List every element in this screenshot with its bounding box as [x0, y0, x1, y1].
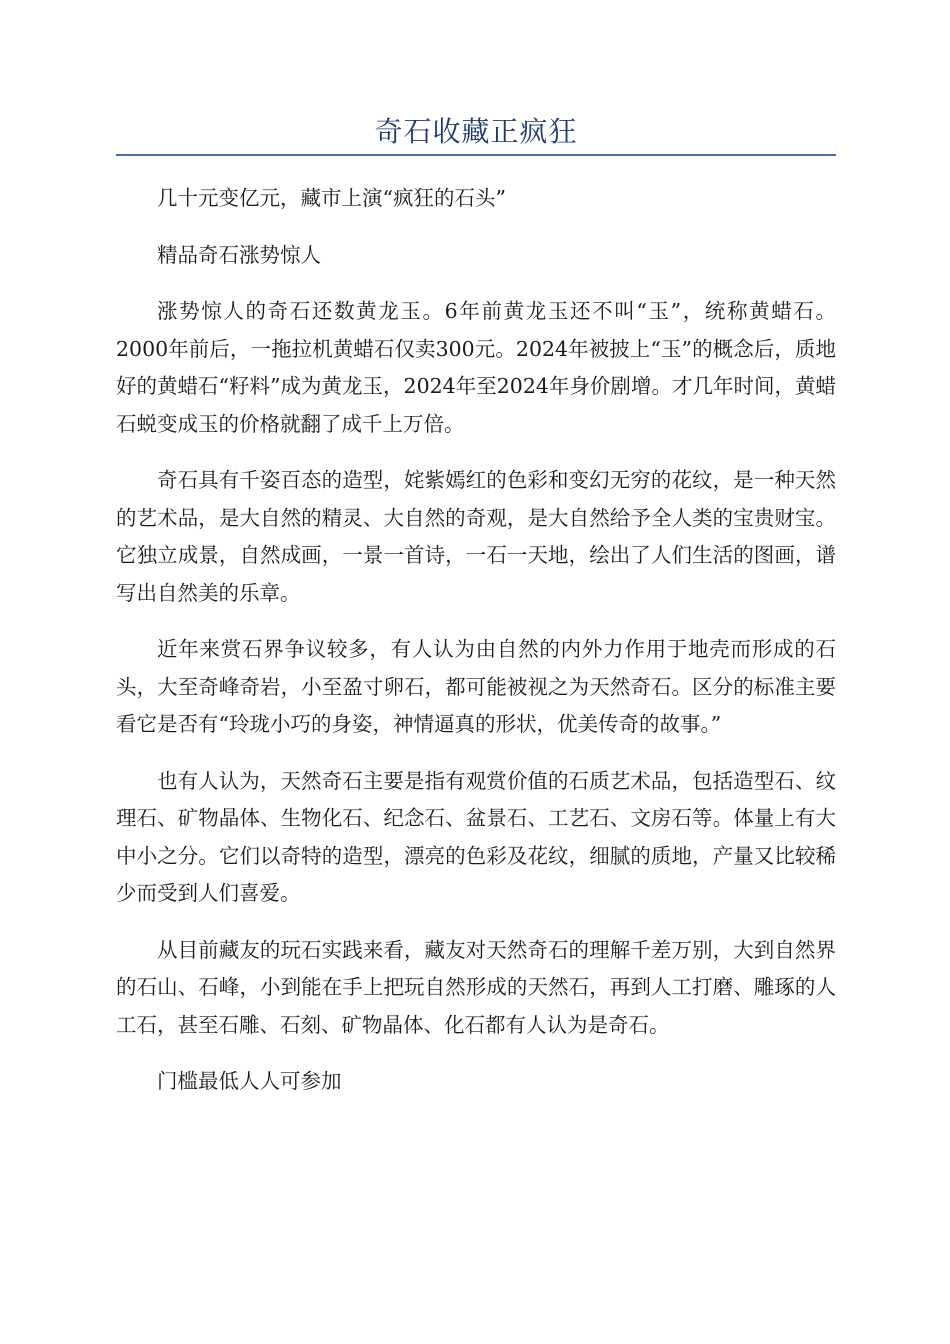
paragraph-body: 近年来赏石界争议较多，有人认为由自然的内外力作用于地壳而形成的石头，大至奇峰奇岩，小至盈寸卵石，都可能被视之为天然奇石。区分的标准主要看它是否有“玲珑小巧的身姿，神情逼真的形状，优美传奇的故事。”	[116, 637, 836, 736]
paragraph-section-heading: 门槛最低人人可参加	[157, 1069, 342, 1093]
paragraph-body: 涨势惊人的奇石还数黄龙玉。6年前黄龙玉还不叫“玉”，统称黄蜡石。2000年前后，一拖拉机黄蜡石仅卖300元。2024年被披上“玉”的概念后，质地好的黄蜡石“籽料”成为黄龙玉，2024年至2024年身价剧增。才几年时间，黄蜡石蜕变成玉的价格就翻了成千上万倍。	[116, 299, 836, 436]
document-page	[116, 0, 836, 1101]
document-title: 奇石收藏正疯狂	[374, 115, 578, 148]
paragraph-body: 从目前藏友的玩石实践来看，藏友对天然奇石的理解千差万别，大到自然界的石山、石峰，小到能在手上把玩自然形成的天然石，再到人工打磨、雕琢的人工石，甚至石雕、石刻、矿物晶体、化石都有人认为是奇石。	[116, 937, 836, 1037]
paragraph-section-heading: 精品奇石涨势惊人	[157, 242, 321, 267]
paragraph-body: 奇石具有千姿百态的造型，姹紫嫣红的色彩和变幻无穷的花纹，是一种天然的艺术品，是大自然的精灵、大自然的奇观，是大自然给予全人类的宝贵财宝。它独立成景，自然成画，一景一首诗，一石一天地，绘出了人们生活的图画，谱写出自然美的乐章。	[116, 468, 836, 605]
title-underline-rule	[116, 154, 836, 156]
paragraph-subtitle: 几十元变亿元，藏市上演“疯狂的石头”	[157, 186, 506, 210]
paragraph-body: 也有人认为，天然奇石主要是指有观赏价值的石质艺术品，包括造型石、纹理石、矿物晶体、生物化石、纪念石、盆景石、工艺石、文房石等。体量上有大中小之分。它们以奇特的造型，漂亮的色彩及花纹，细腻的质地，产量又比较稀少而受到人们喜爱。	[116, 768, 836, 905]
